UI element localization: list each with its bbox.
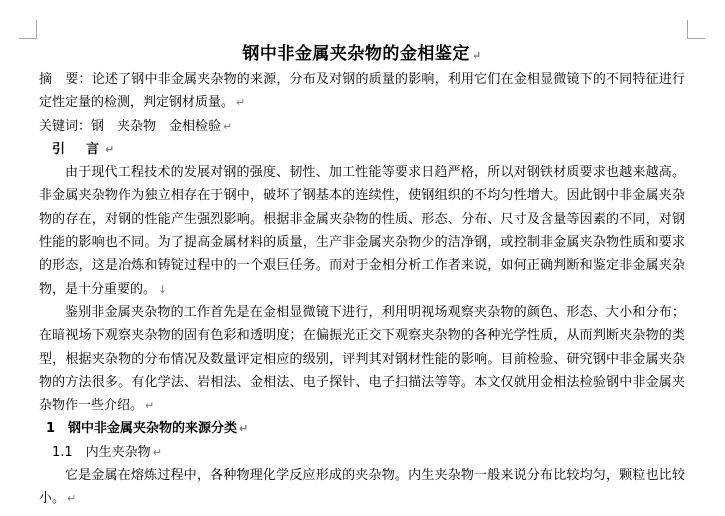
paragraph-mark: ↵: [152, 445, 162, 459]
abstract-label: 摘 要：: [39, 72, 92, 87]
document-content[interactable]: [39, 42, 685, 511]
document-title: 钢中非金属夹杂物的金相鉴定 ↵: [242, 44, 482, 64]
keywords-label: 关键词：: [39, 118, 92, 134]
paragraph-mark: ↵: [236, 96, 246, 110]
keywords-paragraph: [39, 115, 685, 138]
abstract-paragraph: [39, 68, 685, 115]
intro-paragraph-2: 鉴别非金属夹杂物的工作首先是在金相显微镜下进行，利用明视场观察夹杂物的颜色、形态、大小和分布；在暗视场下观察夹杂物的固有色彩和透明度；在偏振光正交下观察夹杂物的各种光学性质，从而判断夹杂物的类型，根据夹杂物的分布情况及数量评定相应的级别，评判其对钢材性能的影响。目前检验、研究钢中非金属夹杂物的方法很多。有化学法、岩相法、金相法、电子探针、电子扫描法等等。本文仅就用金相法检验钢中非金属夹杂物作一些介绍。 ↵: [39, 304, 685, 414]
paragraph-mark: ↵: [105, 142, 119, 156]
line-break-mark: ↓: [158, 282, 168, 296]
section-1-heading: 1 钢中非金属夹杂物的来源分类 ↵: [46, 421, 249, 437]
crop-mark-top-right: [687, 20, 705, 39]
section-1-1-paragraph: 它是金属在熔炼过程中，各种物理化学反应形成的夹杂物。内生夹杂物一般来说分布比较均匀，颗粒也比较小。 ↵: [39, 468, 685, 507]
intro-heading: 引 言 ↵: [52, 141, 119, 157]
section-1-1-heading: 1.1 内生夹杂物 ↵: [52, 444, 162, 460]
abstract-text: 论述了钢中非金属夹杂物的来源，分布及对钢的质量的影响，利用它们在金相显微镜下的不同特征进行定性定量的检测，判定钢材质量。: [39, 72, 685, 111]
paragraph-mark: ↵: [223, 119, 233, 133]
paragraph-mark: ↵: [471, 49, 482, 62]
paragraph-mark: ↵: [145, 399, 155, 413]
crop-mark-top-left: [19, 20, 37, 39]
intro-paragraph-1: 由于现代工程技术的发展对钢的强度、韧性、加工性能等要求日趋严格，所以对钢铁材质要求也越来越高。非金属夹杂物作为独立相存在于钢中，破坏了钢基本的连续性，使钢组织的不均匀性增大。因此钢中非金属夹杂物的存在，对钢的性能产生强烈影响。根据非金属夹杂物的性质、形态、分布、尺寸及含量等因素的不同，对钢性能的影响也不同。为了提高金属材料的质量，生产非金属夹杂物少的洁净钢，或控制非金属夹杂物性质和要求的形态，这是冶炼和铸锭过程中的一个艰巨任务。而对于金相分析工作者来说，如何正确判断和鉴定非金属夹杂物，是十分重要的。 ↓: [39, 165, 685, 297]
paragraph-mark: ↵: [239, 422, 249, 436]
keywords-text: 钢 夹杂物 金相检验: [91, 118, 222, 134]
paragraph-mark: ↵: [67, 492, 77, 506]
